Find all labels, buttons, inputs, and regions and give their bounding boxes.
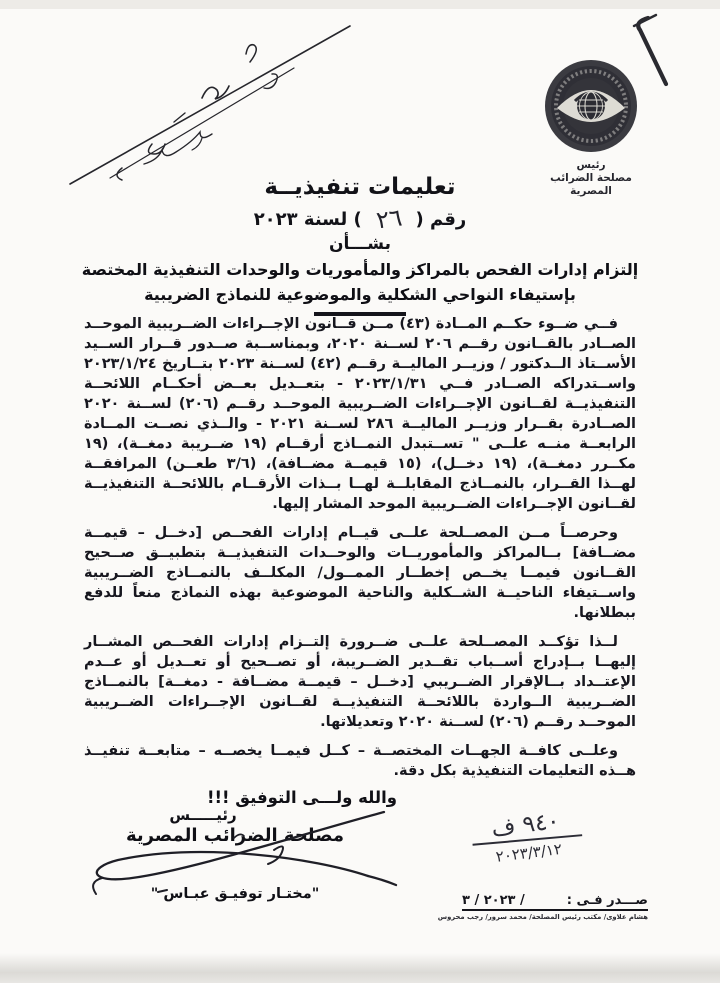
signatory-title: رئيـــــس [169,806,237,824]
subject-line-2: بإستيفاء النواحي الشكلية والموضوعية للنماذج الضريبية [144,284,576,304]
doc-number-suffix: ) لسنة ٢٠٢٣ [253,209,362,230]
document-body [84,314,636,790]
issued-line [462,893,648,911]
handwritten-annotation-icon [52,0,382,190]
seal-caption-name: مصلحة الضرائب المصرية [550,172,632,198]
handwritten-ref-annotation [465,805,588,869]
scan-edge-bottom [0,953,720,983]
handwritten-doc-number: ٢٦ [374,203,404,235]
body-paragraph-4: وعلــى كافــة الجهــات المختصــة – كــل فيمــا يخصــه – متابعــة تنفيــذ هــذه التعليمات التنفيذية بكل دقة. [84,743,636,779]
issued-date: ٢٠٢٣ / ٣ / [462,893,525,908]
scan-edge-top [0,0,720,9]
signature-block [70,806,400,902]
issued-footer [437,893,648,921]
issued-label: صـــدر فـى : [566,893,648,908]
doc-type-title: تعليمات تنفيذيــة [264,174,456,200]
tax-authority-seal-icon [541,56,641,156]
doc-number-prefix: رقم ( [415,209,467,230]
signatory-authority: مصلحة الضرائب المصرية [125,825,345,846]
doc-number-line [0,203,720,235]
body-paragraph-1: فــي ضــوء حكــم المــادة (٤٣) مــن قــانون الإجــراءات الضــريبية الموحــد الصــادر بالقــانون رقــم ٢٠٦ لســنة ٢٠٢٠، وبمناســبة صــدور قــرار الســيد الأســتاذ الــدكتور / وزيــر الماليــة رقــم (٤٢) لســنة ٢٠٢٣ بتــاريخ ٢٠٢٣/١/٢٤ واســتدراكه الصــادر فــي ٢٠٢٣/١/٣١ - بتعــديل بعــض أحكــام اللائحــة التنفيذيــة لقــانون الإجــراءات الضــريبية الموحــد رقــم (٢٠٦) لســنة ٢٠٢٠ الصــادرة بقــرار وزيــر الماليــة ٢٨٦ لســنة ٢٠٢١ - والــذي نصــت المــادة الرابعــة منــه علــى " تســتبدل النمــاذج أرقــام (١٩ ضــريبة دمغــة)، (١٩ مكــرر دمغــة)، (١٩ دخــل)، (١٥ قيمــة مضــافة)، (٣/٦ طعــن) المرافقــة لهــذا القــرار، بالنمــاذج المقابلــة لهــا بــذات الأرقــام باللائحــة التنفيذيــة لقــانون الإجــراءات الضــريبية الموحد المشار إليها. [84,316,637,512]
body-paragraph-2: وحرصــاً مــن المصــلحة علــى قيــام إدارات الفحــص [دخــل – قيمــة مضــافة] بــالمراكز والمأموريــات والوحــدات التنفيذيــة بتطبيــق صــحيح القــانون فيمــا يخــص إخطــار الممــول/ المكلــف بالنمــاذج الضــريبية واســتيفاء الناحيــة الشــكلية والناحية الموضوعية بهذه النماذج منعاً للدفع ببطلانها. [84,525,636,621]
handwritten-ref-date: ٢٠٢٣/٣/١٢ [494,839,564,866]
seal-caption-title: رئيس [576,159,606,171]
body-paragraph-3: لــذا تؤكــد المصــلحة علــى ضــرورة إلتــزام إدارات الفحــص المشــار إليهــا بــإدراج أســباب تقــدير الضــريبة، أو تصــحيح أو تعــديل أو عــدم الإعتــداد بــالإقرار الضــريبي [دخــل – قيمــة مضــافة - دمغــة] بالنمــاذج الضــريبية الــواردة باللائحــة التنفيذيــة لقــانون الإجــراءات الضــريبية الموحــد رقــم (٢٠٦) لســنة ٢٠٢٠ وتعديلاتها. [84,634,636,730]
closing-phrase: والله ولـــى التوفيق !!! [206,788,398,807]
handwritten-ref-number: ٩٤٠ ف [490,808,561,843]
signatory-name: "مختـار توفيـق عبـاس " [150,886,320,902]
document-heading [0,174,720,316]
subject-line-1: إلتزام إدارات الفحص بالمراكز والمأموريات والوحدات التنفيذية المختصة [81,260,639,279]
regarding-label: بشـــأن [328,234,391,254]
footer-names-line: هشام علاوى/ مكتب رئيس المصلحة/ محمد سرور/ رجب محروس [437,912,648,921]
